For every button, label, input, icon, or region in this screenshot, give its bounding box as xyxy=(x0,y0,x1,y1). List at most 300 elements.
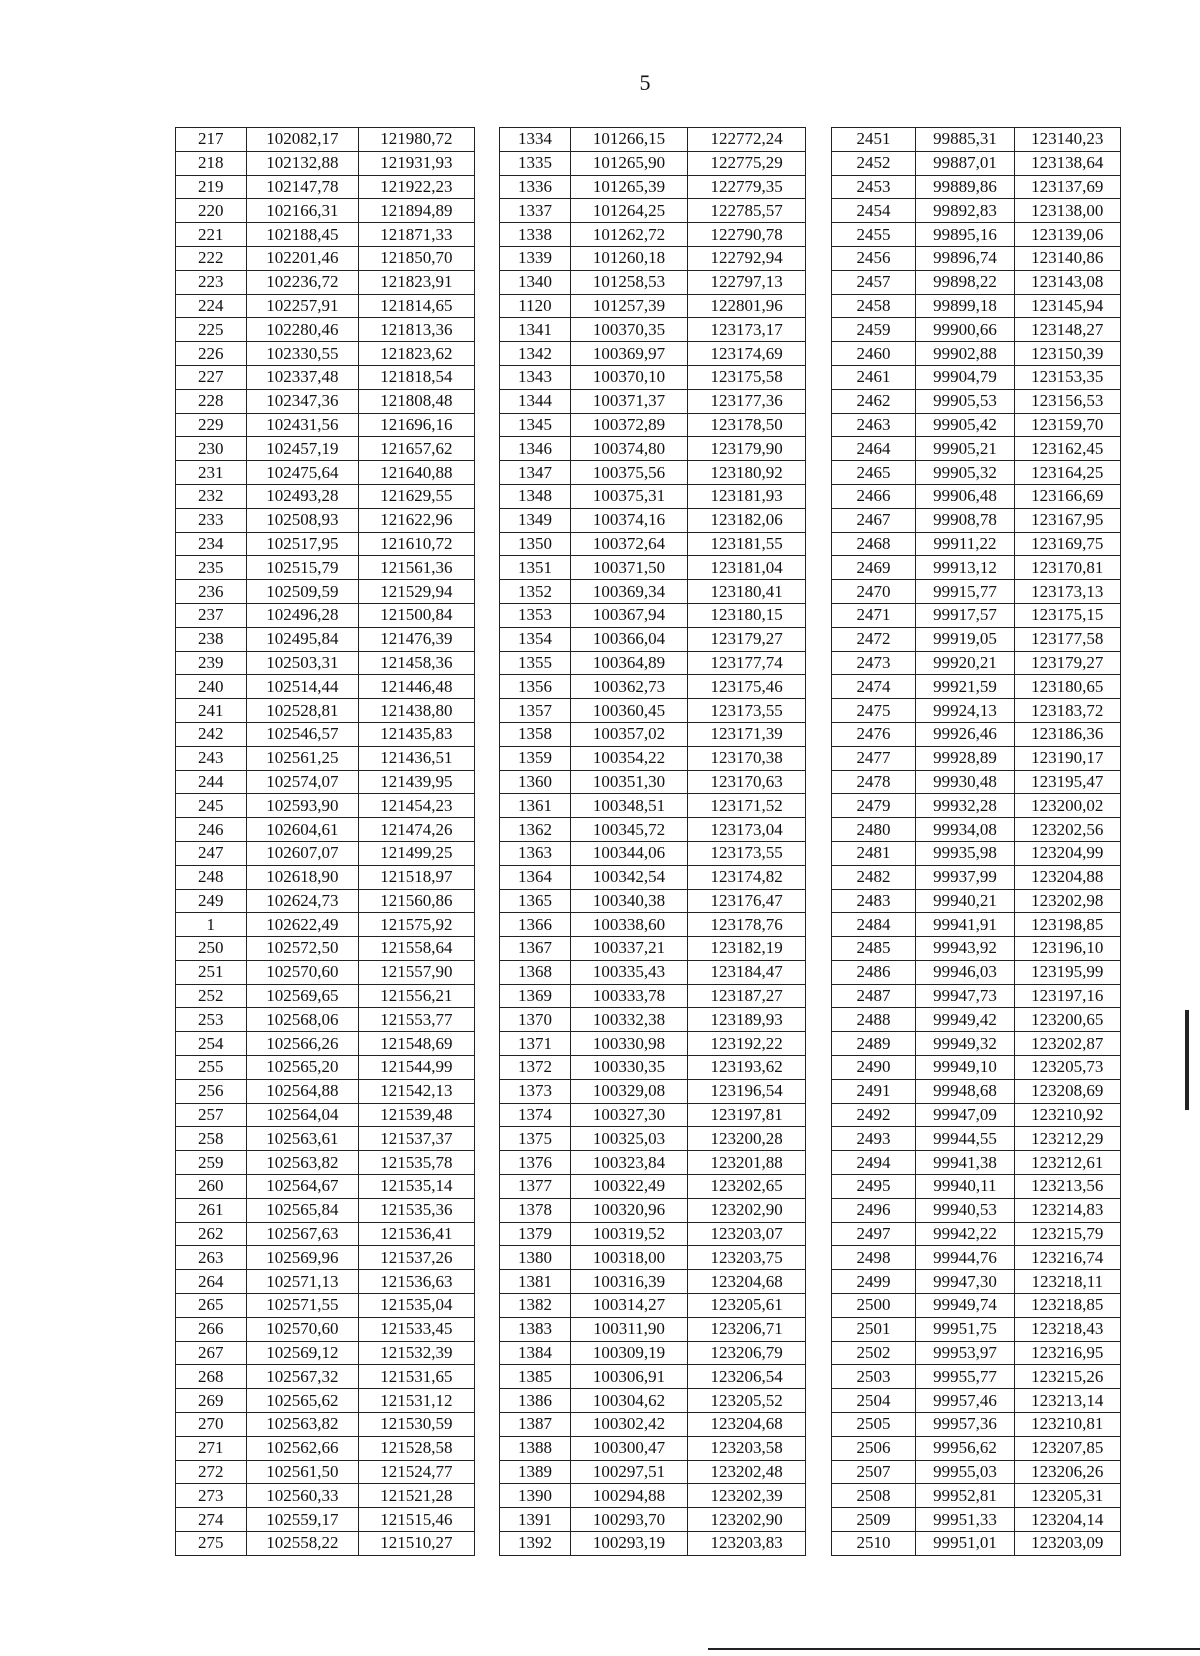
x-coordinate-cell: 100294,88 xyxy=(570,1484,688,1508)
y-coordinate-cell: 121922,23 xyxy=(359,175,475,199)
column-gap xyxy=(805,841,831,865)
y-coordinate-cell: 123196,10 xyxy=(1014,937,1120,961)
point-number-cell: 248 xyxy=(176,865,247,889)
y-coordinate-cell: 121510,27 xyxy=(359,1532,475,1556)
point-number-cell: 245 xyxy=(176,794,247,818)
y-coordinate-cell: 123202,98 xyxy=(1014,889,1120,913)
table-row xyxy=(176,1532,1121,1556)
point-number-cell: 2507 xyxy=(831,1460,916,1484)
y-coordinate-cell: 123170,63 xyxy=(688,770,806,794)
column-gap xyxy=(805,960,831,984)
y-coordinate-cell: 123218,43 xyxy=(1014,1317,1120,1341)
point-number-cell: 2497 xyxy=(831,1222,916,1246)
x-coordinate-cell: 101265,39 xyxy=(570,175,688,199)
y-coordinate-cell: 121439,95 xyxy=(359,770,475,794)
point-number-cell: 259 xyxy=(176,1151,247,1175)
x-coordinate-cell: 102572,50 xyxy=(246,937,359,961)
table-row xyxy=(176,794,1121,818)
column-gap xyxy=(474,199,500,223)
x-coordinate-cell: 99941,91 xyxy=(916,913,1014,937)
point-number-cell: 227 xyxy=(176,365,247,389)
point-number-cell: 2455 xyxy=(831,223,916,247)
x-coordinate-cell: 102503,31 xyxy=(246,651,359,675)
y-coordinate-cell: 123175,15 xyxy=(1014,603,1120,627)
column-gap xyxy=(805,651,831,675)
point-number-cell: 1370 xyxy=(500,1008,571,1032)
point-number-cell: 233 xyxy=(176,508,247,532)
x-coordinate-cell: 100342,54 xyxy=(570,865,688,889)
x-coordinate-cell: 101264,25 xyxy=(570,199,688,223)
point-number-cell: 267 xyxy=(176,1341,247,1365)
point-number-cell: 242 xyxy=(176,722,247,746)
x-coordinate-cell: 99947,09 xyxy=(916,1103,1014,1127)
point-number-cell: 255 xyxy=(176,1056,247,1080)
point-number-cell: 237 xyxy=(176,603,247,627)
column-gap xyxy=(474,1056,500,1080)
y-coordinate-cell: 121931,93 xyxy=(359,151,475,175)
x-coordinate-cell: 102528,81 xyxy=(246,699,359,723)
point-number-cell: 274 xyxy=(176,1508,247,1532)
y-coordinate-cell: 123210,81 xyxy=(1014,1413,1120,1437)
point-number-cell: 1363 xyxy=(500,841,571,865)
column-gap xyxy=(474,1484,500,1508)
y-coordinate-cell: 121436,51 xyxy=(359,746,475,770)
column-gap xyxy=(805,1436,831,1460)
x-coordinate-cell: 99896,74 xyxy=(916,246,1014,270)
column-gap xyxy=(805,580,831,604)
point-number-cell: 1340 xyxy=(500,270,571,294)
x-coordinate-cell: 99905,32 xyxy=(916,461,1014,485)
y-coordinate-cell: 123212,61 xyxy=(1014,1151,1120,1175)
x-coordinate-cell: 102236,72 xyxy=(246,270,359,294)
point-number-cell: 250 xyxy=(176,937,247,961)
point-number-cell: 238 xyxy=(176,627,247,651)
x-coordinate-cell: 102493,28 xyxy=(246,484,359,508)
point-number-cell: 1348 xyxy=(500,484,571,508)
column-gap xyxy=(805,1317,831,1341)
table-row xyxy=(176,1246,1121,1270)
column-gap xyxy=(805,627,831,651)
x-coordinate-cell: 102280,46 xyxy=(246,318,359,342)
column-gap xyxy=(805,151,831,175)
column-gap xyxy=(805,1079,831,1103)
point-number-cell: 221 xyxy=(176,223,247,247)
x-coordinate-cell: 99952,81 xyxy=(916,1484,1014,1508)
table-row xyxy=(176,175,1121,199)
point-number-cell: 2487 xyxy=(831,984,916,1008)
table-row xyxy=(176,365,1121,389)
table-row xyxy=(176,484,1121,508)
point-number-cell: 1 xyxy=(176,913,247,937)
x-coordinate-cell: 100372,89 xyxy=(570,413,688,437)
x-coordinate-cell: 99889,86 xyxy=(916,175,1014,199)
point-number-cell: 2484 xyxy=(831,913,916,937)
table-row xyxy=(176,1508,1121,1532)
column-gap xyxy=(474,1151,500,1175)
point-number-cell: 2491 xyxy=(831,1079,916,1103)
point-number-cell: 1378 xyxy=(500,1198,571,1222)
column-gap xyxy=(805,342,831,366)
point-number-cell: 2460 xyxy=(831,342,916,366)
y-coordinate-cell: 122772,24 xyxy=(688,128,806,152)
y-coordinate-cell: 123206,71 xyxy=(688,1317,806,1341)
y-coordinate-cell: 123210,92 xyxy=(1014,1103,1120,1127)
x-coordinate-cell: 99947,73 xyxy=(916,984,1014,1008)
point-number-cell: 2457 xyxy=(831,270,916,294)
x-coordinate-cell: 102564,67 xyxy=(246,1175,359,1199)
point-number-cell: 1364 xyxy=(500,865,571,889)
table-row xyxy=(176,199,1121,223)
y-coordinate-cell: 123195,47 xyxy=(1014,770,1120,794)
y-coordinate-cell: 123202,87 xyxy=(1014,1032,1120,1056)
table-row xyxy=(176,627,1121,651)
y-coordinate-cell: 121894,89 xyxy=(359,199,475,223)
table-row xyxy=(176,1032,1121,1056)
point-number-cell: 1335 xyxy=(500,151,571,175)
y-coordinate-cell: 123174,69 xyxy=(688,342,806,366)
x-coordinate-cell: 101260,18 xyxy=(570,246,688,270)
x-coordinate-cell: 102508,93 xyxy=(246,508,359,532)
column-gap xyxy=(805,1175,831,1199)
point-number-cell: 231 xyxy=(176,461,247,485)
x-coordinate-cell: 99911,22 xyxy=(916,532,1014,556)
x-coordinate-cell: 102457,19 xyxy=(246,437,359,461)
x-coordinate-cell: 102475,64 xyxy=(246,461,359,485)
x-coordinate-cell: 102201,46 xyxy=(246,246,359,270)
y-coordinate-cell: 123173,04 xyxy=(688,818,806,842)
point-number-cell: 2465 xyxy=(831,461,916,485)
column-gap xyxy=(805,1008,831,1032)
y-coordinate-cell: 123153,35 xyxy=(1014,365,1120,389)
point-number-cell: 2476 xyxy=(831,722,916,746)
x-coordinate-cell: 100371,50 xyxy=(570,556,688,580)
y-coordinate-cell: 123173,55 xyxy=(688,699,806,723)
x-coordinate-cell: 102132,88 xyxy=(246,151,359,175)
x-coordinate-cell: 99900,66 xyxy=(916,318,1014,342)
point-number-cell: 1376 xyxy=(500,1151,571,1175)
column-gap xyxy=(474,1317,500,1341)
y-coordinate-cell: 123169,75 xyxy=(1014,532,1120,556)
table-row xyxy=(176,1436,1121,1460)
x-coordinate-cell: 102558,22 xyxy=(246,1532,359,1556)
x-coordinate-cell: 100316,39 xyxy=(570,1270,688,1294)
table-row xyxy=(176,675,1121,699)
point-number-cell: 225 xyxy=(176,318,247,342)
y-coordinate-cell: 123138,64 xyxy=(1014,151,1120,175)
y-coordinate-cell: 123192,22 xyxy=(688,1032,806,1056)
x-coordinate-cell: 99898,22 xyxy=(916,270,1014,294)
x-coordinate-cell: 99940,21 xyxy=(916,889,1014,913)
point-number-cell: 1361 xyxy=(500,794,571,818)
y-coordinate-cell: 123184,47 xyxy=(688,960,806,984)
y-coordinate-cell: 123206,54 xyxy=(688,1365,806,1389)
point-number-cell: 2493 xyxy=(831,1127,916,1151)
x-coordinate-cell: 102431,56 xyxy=(246,413,359,437)
table-row xyxy=(176,603,1121,627)
y-coordinate-cell: 121446,48 xyxy=(359,675,475,699)
y-coordinate-cell: 123170,81 xyxy=(1014,556,1120,580)
point-number-cell: 2485 xyxy=(831,937,916,961)
x-coordinate-cell: 100362,73 xyxy=(570,675,688,699)
y-coordinate-cell: 123140,86 xyxy=(1014,246,1120,270)
x-coordinate-cell: 102561,50 xyxy=(246,1460,359,1484)
table-row xyxy=(176,1317,1121,1341)
x-coordinate-cell: 100306,91 xyxy=(570,1365,688,1389)
y-coordinate-cell: 123203,07 xyxy=(688,1222,806,1246)
x-coordinate-cell: 100338,60 xyxy=(570,913,688,937)
y-coordinate-cell: 123137,69 xyxy=(1014,175,1120,199)
point-number-cell: 1369 xyxy=(500,984,571,1008)
table-row xyxy=(176,1294,1121,1318)
point-number-cell: 218 xyxy=(176,151,247,175)
x-coordinate-cell: 99943,92 xyxy=(916,937,1014,961)
table-row xyxy=(176,1389,1121,1413)
column-gap xyxy=(474,794,500,818)
y-coordinate-cell: 121823,62 xyxy=(359,342,475,366)
point-number-cell: 2500 xyxy=(831,1294,916,1318)
y-coordinate-cell: 123145,94 xyxy=(1014,294,1120,318)
point-number-cell: 2470 xyxy=(831,580,916,604)
y-coordinate-cell: 121808,48 xyxy=(359,389,475,413)
y-coordinate-cell: 123204,68 xyxy=(688,1413,806,1437)
point-number-cell: 258 xyxy=(176,1127,247,1151)
point-number-cell: 1353 xyxy=(500,603,571,627)
column-gap xyxy=(805,1151,831,1175)
y-coordinate-cell: 123177,36 xyxy=(688,389,806,413)
point-number-cell: 2510 xyxy=(831,1532,916,1556)
point-number-cell: 264 xyxy=(176,1270,247,1294)
point-number-cell: 1360 xyxy=(500,770,571,794)
x-coordinate-cell: 99920,21 xyxy=(916,651,1014,675)
y-coordinate-cell: 123180,92 xyxy=(688,461,806,485)
point-number-cell: 252 xyxy=(176,984,247,1008)
x-coordinate-cell: 99944,76 xyxy=(916,1246,1014,1270)
x-coordinate-cell: 101265,90 xyxy=(570,151,688,175)
scan-mark xyxy=(1185,1010,1189,1110)
x-coordinate-cell: 99908,78 xyxy=(916,508,1014,532)
table-row xyxy=(176,246,1121,270)
y-coordinate-cell: 123202,48 xyxy=(688,1460,806,1484)
y-coordinate-cell: 121535,14 xyxy=(359,1175,475,1199)
x-coordinate-cell: 99892,83 xyxy=(916,199,1014,223)
x-coordinate-cell: 100364,89 xyxy=(570,651,688,675)
column-gap xyxy=(474,1103,500,1127)
point-number-cell: 2498 xyxy=(831,1246,916,1270)
x-coordinate-cell: 99904,79 xyxy=(916,365,1014,389)
x-coordinate-cell: 100322,49 xyxy=(570,1175,688,1199)
x-coordinate-cell: 100323,84 xyxy=(570,1151,688,1175)
column-gap xyxy=(474,437,500,461)
column-gap xyxy=(474,746,500,770)
x-coordinate-cell: 99924,13 xyxy=(916,699,1014,723)
y-coordinate-cell: 123206,79 xyxy=(688,1341,806,1365)
point-number-cell: 1342 xyxy=(500,342,571,366)
y-coordinate-cell: 121561,36 xyxy=(359,556,475,580)
y-coordinate-cell: 123204,88 xyxy=(1014,865,1120,889)
column-gap xyxy=(805,556,831,580)
y-coordinate-cell: 123150,39 xyxy=(1014,342,1120,366)
y-coordinate-cell: 123175,46 xyxy=(688,675,806,699)
point-number-cell: 273 xyxy=(176,1484,247,1508)
y-coordinate-cell: 123170,38 xyxy=(688,746,806,770)
y-coordinate-cell: 121435,83 xyxy=(359,722,475,746)
x-coordinate-cell: 102562,66 xyxy=(246,1436,359,1460)
table-row xyxy=(176,1127,1121,1151)
y-coordinate-cell: 123213,14 xyxy=(1014,1389,1120,1413)
point-number-cell: 2468 xyxy=(831,532,916,556)
x-coordinate-cell: 99919,05 xyxy=(916,627,1014,651)
y-coordinate-cell: 123216,95 xyxy=(1014,1341,1120,1365)
table-row xyxy=(176,889,1121,913)
column-gap xyxy=(805,318,831,342)
x-coordinate-cell: 99942,22 xyxy=(916,1222,1014,1246)
y-coordinate-cell: 121500,84 xyxy=(359,603,475,627)
x-coordinate-cell: 99941,38 xyxy=(916,1151,1014,1175)
x-coordinate-cell: 102568,06 xyxy=(246,1008,359,1032)
x-coordinate-cell: 102347,36 xyxy=(246,389,359,413)
column-gap xyxy=(474,722,500,746)
y-coordinate-cell: 121560,86 xyxy=(359,889,475,913)
table-row xyxy=(176,984,1121,1008)
y-coordinate-cell: 123178,50 xyxy=(688,413,806,437)
x-coordinate-cell: 99937,99 xyxy=(916,865,1014,889)
point-number-cell: 223 xyxy=(176,270,247,294)
y-coordinate-cell: 121518,97 xyxy=(359,865,475,889)
point-number-cell: 262 xyxy=(176,1222,247,1246)
y-coordinate-cell: 121532,39 xyxy=(359,1341,475,1365)
x-coordinate-cell: 100293,19 xyxy=(570,1532,688,1556)
y-coordinate-cell: 123203,58 xyxy=(688,1436,806,1460)
point-number-cell: 1344 xyxy=(500,389,571,413)
point-number-cell: 222 xyxy=(176,246,247,270)
table-row xyxy=(176,770,1121,794)
x-coordinate-cell: 102593,90 xyxy=(246,794,359,818)
x-coordinate-cell: 99940,11 xyxy=(916,1175,1014,1199)
x-coordinate-cell: 100319,52 xyxy=(570,1222,688,1246)
x-coordinate-cell: 100304,62 xyxy=(570,1389,688,1413)
y-coordinate-cell: 123139,06 xyxy=(1014,223,1120,247)
column-gap xyxy=(474,270,500,294)
point-number-cell: 1347 xyxy=(500,461,571,485)
point-number-cell: 236 xyxy=(176,580,247,604)
y-coordinate-cell: 123203,83 xyxy=(688,1532,806,1556)
x-coordinate-cell: 99949,74 xyxy=(916,1294,1014,1318)
table-row xyxy=(176,1341,1121,1365)
x-coordinate-cell: 100330,98 xyxy=(570,1032,688,1056)
x-coordinate-cell: 102565,84 xyxy=(246,1198,359,1222)
y-coordinate-cell: 123173,13 xyxy=(1014,580,1120,604)
point-number-cell: 1381 xyxy=(500,1270,571,1294)
y-coordinate-cell: 123186,36 xyxy=(1014,722,1120,746)
x-coordinate-cell: 102330,55 xyxy=(246,342,359,366)
y-coordinate-cell: 123138,00 xyxy=(1014,199,1120,223)
point-number-cell: 244 xyxy=(176,770,247,794)
point-number-cell: 2458 xyxy=(831,294,916,318)
column-gap xyxy=(474,1222,500,1246)
column-gap xyxy=(474,1175,500,1199)
y-coordinate-cell: 122785,57 xyxy=(688,199,806,223)
column-gap xyxy=(474,580,500,604)
x-coordinate-cell: 101266,15 xyxy=(570,128,688,152)
x-coordinate-cell: 100348,51 xyxy=(570,794,688,818)
column-gap xyxy=(474,556,500,580)
column-gap xyxy=(474,984,500,1008)
y-coordinate-cell: 121622,96 xyxy=(359,508,475,532)
y-coordinate-cell: 123167,95 xyxy=(1014,508,1120,532)
y-coordinate-cell: 123202,39 xyxy=(688,1484,806,1508)
y-coordinate-cell: 123205,52 xyxy=(688,1389,806,1413)
table-row xyxy=(176,937,1121,961)
point-number-cell: 2473 xyxy=(831,651,916,675)
point-number-cell: 1385 xyxy=(500,1365,571,1389)
point-number-cell: 263 xyxy=(176,1246,247,1270)
column-gap xyxy=(805,699,831,723)
y-coordinate-cell: 123176,47 xyxy=(688,889,806,913)
column-gap xyxy=(474,1341,500,1365)
point-number-cell: 256 xyxy=(176,1079,247,1103)
point-number-cell: 1368 xyxy=(500,960,571,984)
table-row xyxy=(176,1103,1121,1127)
y-coordinate-cell: 123171,52 xyxy=(688,794,806,818)
table-row xyxy=(176,342,1121,366)
point-number-cell: 2492 xyxy=(831,1103,916,1127)
x-coordinate-cell: 100332,38 xyxy=(570,1008,688,1032)
column-gap xyxy=(474,699,500,723)
column-gap xyxy=(474,1413,500,1437)
point-number-cell: 251 xyxy=(176,960,247,984)
y-coordinate-cell: 123179,27 xyxy=(1014,651,1120,675)
point-number-cell: 1380 xyxy=(500,1246,571,1270)
x-coordinate-cell: 100375,56 xyxy=(570,461,688,485)
point-number-cell: 1392 xyxy=(500,1532,571,1556)
point-number-cell: 1357 xyxy=(500,699,571,723)
point-number-cell: 2499 xyxy=(831,1270,916,1294)
y-coordinate-cell: 123183,72 xyxy=(1014,699,1120,723)
column-gap xyxy=(805,365,831,389)
y-coordinate-cell: 123205,61 xyxy=(688,1294,806,1318)
y-coordinate-cell: 123187,27 xyxy=(688,984,806,1008)
point-number-cell: 260 xyxy=(176,1175,247,1199)
column-gap xyxy=(805,389,831,413)
table-row xyxy=(176,1151,1121,1175)
column-gap xyxy=(474,1365,500,1389)
y-coordinate-cell: 121542,13 xyxy=(359,1079,475,1103)
column-gap xyxy=(474,603,500,627)
x-coordinate-cell: 99955,03 xyxy=(916,1460,1014,1484)
x-coordinate-cell: 99935,98 xyxy=(916,841,1014,865)
table-row xyxy=(176,746,1121,770)
column-gap xyxy=(474,770,500,794)
column-gap xyxy=(474,128,500,152)
x-coordinate-cell: 99953,97 xyxy=(916,1341,1014,1365)
y-coordinate-cell: 123180,41 xyxy=(688,580,806,604)
point-number-cell: 1356 xyxy=(500,675,571,699)
column-gap xyxy=(474,342,500,366)
column-gap xyxy=(805,1484,831,1508)
point-number-cell: 1366 xyxy=(500,913,571,937)
x-coordinate-cell: 100375,31 xyxy=(570,484,688,508)
x-coordinate-cell: 100366,04 xyxy=(570,627,688,651)
column-gap xyxy=(805,461,831,485)
point-number-cell: 2453 xyxy=(831,175,916,199)
y-coordinate-cell: 123189,93 xyxy=(688,1008,806,1032)
column-gap xyxy=(474,1008,500,1032)
point-number-cell: 2490 xyxy=(831,1056,916,1080)
point-number-cell: 1390 xyxy=(500,1484,571,1508)
point-number-cell: 1339 xyxy=(500,246,571,270)
point-number-cell: 2464 xyxy=(831,437,916,461)
x-coordinate-cell: 102569,65 xyxy=(246,984,359,1008)
